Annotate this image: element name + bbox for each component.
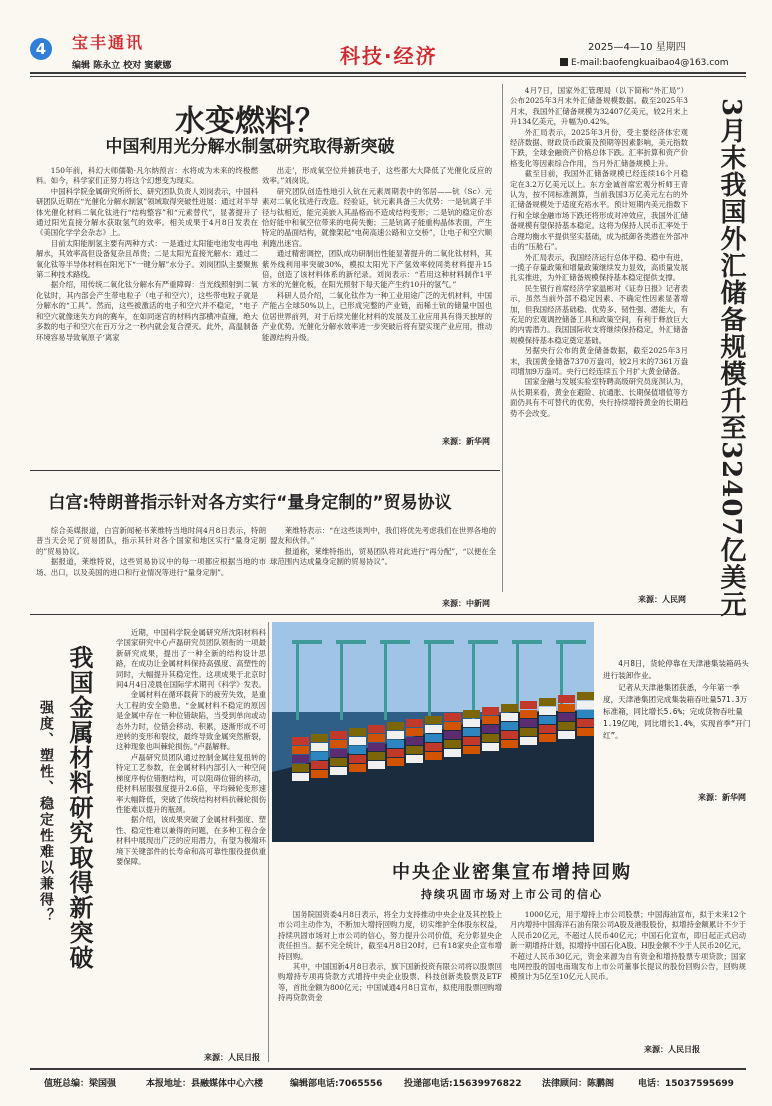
crane-leg	[428, 640, 431, 720]
container	[387, 731, 404, 739]
article-headline: 水变燃料？	[175, 104, 325, 139]
container	[292, 737, 309, 745]
column-divider	[268, 622, 269, 1062]
container	[387, 722, 404, 730]
container	[425, 734, 442, 742]
paragraph: 外汇局表示，我国经济运行总体平稳、稳中有进，一揽子存量政策和增量政策继续发力显效，高质量发展扎实推进，为外汇储备规模保持基本稳定提供支撑。	[510, 252, 688, 283]
container	[539, 707, 556, 715]
container	[368, 761, 385, 769]
article-body-column	[278, 910, 502, 1060]
container	[425, 752, 442, 760]
container	[539, 734, 556, 742]
caption-paragraph: 记者从天津港集团获悉，今年第一季度，天津港集团完成集装箱吞吐量571.3万标准箱，同比增长5.6%；完成货物吞吐量1.19亿吨，同比增长1.4%，实现首季“开门红”。	[603, 683, 751, 740]
article-source: 来源：人民日报	[644, 1045, 700, 1054]
container	[292, 746, 309, 754]
paragraph: 综合美媒报道，白宫新闻秘书莱维特当地时间4月8日表示，特朗普当天会见了贸易团队，指示其针对各个国家和地区实行“量身定制的”贸易协议。	[36, 526, 266, 556]
contact-email: E-mail:baofengkuaibao4@163.com	[560, 58, 728, 68]
container	[558, 704, 575, 712]
container	[539, 725, 556, 733]
article-source: 来源：新华网	[442, 437, 490, 446]
paragraph: 金属材料在循环载荷下的疲劳失效，是重大工程的安全隐患。“金属材料不稳定的原因是金属中存在一种位错缺陷，当受到单向或动态外力时，位错会移动、积累，逐渐形成不可逆转的变形和裂纹，最终导致金属突然断裂，这种现象也叫棘轮损伤。”卢磊解释。	[116, 690, 266, 752]
container	[444, 740, 461, 748]
container	[425, 716, 442, 724]
container	[558, 722, 575, 730]
paragraph: 通过精密调控，团队成功研制出性能显著提升的二氧化钛材料，其紫外线利用率突破30%，模拟太阳光下产氢效率较同类材料提升15倍，创造了该材料体系的新纪录。刘岗表示：“若用这种材料制作1平方米的光催化板，在阳光照射下每天能产生约10升的氢气。”	[262, 249, 492, 290]
container	[368, 743, 385, 751]
container	[520, 719, 537, 727]
page-number-badge: 4	[30, 38, 52, 60]
port-photo	[272, 622, 594, 842]
paragraph: 150年前，科幻大师儒勒·凡尔纳预言：水将成为未来的终极燃料。如今，科学家们正努力将这个幻想变为现实。	[36, 166, 258, 186]
article-source: 来源：中新网	[442, 599, 490, 608]
article-subheadline: 持续巩固市场对上市公司的信心	[421, 888, 603, 901]
container	[463, 710, 480, 718]
container	[387, 758, 404, 766]
container	[387, 749, 404, 757]
container	[425, 725, 442, 733]
paragraph: 国家金融与发展实验室特聘高级研究员庞溟认为，从长期来看，黄金在避险、抗通胀、长期保值增值等方面仍具有不可替代的优势，央行持续增持黄金的长期趋势不会改变。	[510, 377, 688, 418]
column-divider	[502, 84, 503, 592]
container	[406, 746, 423, 754]
container	[292, 773, 309, 781]
container	[482, 725, 499, 733]
article-body-column	[270, 526, 496, 596]
article-headline: 白宫:特朗普指示针对各方实行“量身定制的”贸易协议	[48, 493, 452, 513]
port-photo-graphic	[272, 622, 594, 842]
container	[406, 719, 423, 727]
container	[520, 710, 537, 718]
container	[444, 731, 461, 739]
container	[349, 746, 366, 754]
container	[463, 746, 480, 754]
footer-address: 本报地址：县融媒体中心六楼	[146, 1079, 264, 1089]
footer-rule	[30, 1068, 746, 1070]
crane-leg	[340, 640, 343, 720]
paragraph: 国务院国资委4月8日表示，将全力支持推动中央企业及其控股上市公司主动作为，不断加大增持回购力度，切实维护全体股东权益，持续巩固市场对上市公司的信心，努力提升公司价值，充分彰显央企责任担当。据不完全统计，截至4月8日20时，已有18家央企宣布增持回购。	[278, 910, 502, 961]
container	[330, 758, 347, 766]
section-title: 科技·经济	[340, 44, 438, 68]
container	[463, 728, 480, 736]
footer-edit-phone: 编辑部电话:7065556	[290, 1079, 383, 1089]
article-subheadline: 中国利用光分解水制氢研究取得新突破	[105, 137, 395, 157]
paragraph: 4月7日，国家外汇管理局（以下简称“外汇局”）公布2025年3月末外汇储备规模数据。截至2025年3月末，我国外汇储备规模为32407亿美元，较2月末上升134亿美元，升幅为0.42%。	[510, 86, 688, 127]
paragraph: 其中，中国国新4月8日表示，旗下国新投资有限公司将以股票回购增持专项再贷款方式增持中央企业股票、科技创新类股票及ETF等，首批金额为800亿元；中国诚通4月8日宣布，拟使用股票回购增持再贷款资金	[278, 962, 502, 1003]
container	[577, 701, 594, 709]
article-body-column	[36, 526, 266, 606]
container	[349, 755, 366, 763]
paragraph: 中国科学院金属研究所所长、研究团队负责人刘岗表示，中国科研团队近期在“光催化分解水制氢”领域取得突破性进展：通过对半导体光催化材料二氧化钛进行“结构整容”和“元素替代”，显著提升了通过阳光直接分解水获取氢气的效率。相关成果于4月8日发表在《美国化学学会杂志》上。	[36, 186, 258, 238]
container	[482, 707, 499, 715]
crane-leg	[296, 640, 299, 720]
paragraph: 卢磊研究员团队通过控制金属往复扭转的特定工艺参数，在金属材料内部引入一种空间梯度序构位错胞结构，可以阻碍位错的移动，使材料屈服强度提升2.6倍，平均棘轮变形速率大幅降低，突破了传统结构材料抗棘轮损伤性能难以提升的瓶颈。	[116, 752, 266, 814]
paragraph: 1000亿元，用于增持上市公司股票；中国海油宣布，拟于未来12个月内增持中国海洋石油有限公司A股及港股股份，拟增持金额累计不少于人民币20亿元，不超过人民币40亿元；中国石化宣布，即日起正式启动新一期增持计划，拟增持中国石化A股、H股金额不少于人民币20亿元，不超过人民币30亿元，资金来源为自有资金和增持股票专项贷款；国家电网控股的国电南瑞发布上市公司董事长提议的股份回购公告，回购规模预计为5亿至10亿元人民币。	[510, 910, 746, 982]
container	[349, 728, 366, 736]
container	[311, 770, 328, 778]
footer-legal: 法律顾问：陈鹏阁	[542, 1079, 615, 1089]
crane-leg	[472, 640, 475, 720]
container	[425, 743, 442, 751]
paragraph: 据介绍，用传统二氧化钛分解水有严重障碍：当光线照射到二氧化钛时，其内部会产生带电粒子（电子和空穴），这些带电粒子就是分解水的“工具”。然而，这些被激活的电子和空穴并不稳定，“电子和空穴就像迷失方向的赛车，在如同迷宫的材料内部横冲直撞，绝大多数的电子和空穴在百万分之一秒内就会复合湮灭。此外，高温制备环境容易导致氧原子‘离家	[36, 280, 258, 342]
paragraph: 报道称，莱维特指出，贸易团队将对此进行“再分配”，“以便在全球范围内达成量身定制的贸易协议”。	[270, 546, 496, 567]
container	[406, 755, 423, 763]
article-source: 来源：人民网	[638, 595, 686, 604]
paragraph: 研究团队创造性地引入钪在元素周期表中的邻居——钪（Sc）元素对二氧化钛进行改造。经验证，钪元素具备三大优势：一是钪离子半径与钛相近，能完美嵌入其晶格而不造成结构变形；二是钪的稳定价态恰好能中和氧空位带来的电荷失衡；三是钪离子能重构晶体表面，产生特定的晶面结构，就像架起“电荷高速公路和立交桥”，让电子和空穴顺利跑出迷宫。	[262, 186, 492, 248]
article-divider	[30, 614, 746, 615]
paragraph: 科研人员介绍，二氧化钛作为一种工业用途广泛的无机材料，中国产能占全球50%以上，已形成完整的产业链，而稀土钪的储量中国也位居世界前列，对于后续光催化材料的发展及工业应用具有得天独厚的产业优势。光催化分解水效率进一步突破后将有望实现产业应用，推动能源结构升级。	[262, 290, 492, 342]
paragraph: 截至目前，我国外汇储备规模已经连续16个月稳定在3.2万亿美元以上。东方金诚首席宏观分析师王青认为，按不同标准测算，当前我国3万亿美元左右的外汇储备规模处于适度充裕水平。预计短期内美元指数下行和全球金融市场下跌还将形成对冲效应，我国外汇储备规模有望保持基本稳定。这将为保持人民币汇率处于合理均衡水平提供坚实基础，成为抵御各类潜在外部冲击的“压舱石”。	[510, 169, 688, 252]
paragraph: 目前太阳能制氢主要有两种方式：一是通过太阳能电池发电再电解水，其效率高但设备复杂且昂贵；二是太阳光直接光解水：通过二氧化钛等半导体材料在阳光下“一键分解”水分子。刘岗团队主要聚焦第二种技术路线。	[36, 238, 258, 280]
container	[330, 749, 347, 757]
container	[292, 755, 309, 763]
container	[558, 713, 575, 721]
container	[558, 731, 575, 739]
article-divider	[30, 470, 500, 471]
container	[368, 752, 385, 760]
container	[501, 713, 518, 721]
paragraph: 外汇局表示，2025年3月份，受主要经济体宏观经济数据、财政货币政策及预期等因素影响，美元指数下跌，全球金融资产价格总体下跌。汇率折算和资产价格变化等因素综合作用，当月外汇储备规模上升。	[510, 127, 688, 168]
container	[501, 731, 518, 739]
issue-date: 2025—4—10 星期四	[588, 42, 686, 53]
article-headline: 中央企业密集宣布增持回购	[392, 862, 632, 883]
container	[406, 737, 423, 745]
container	[292, 764, 309, 772]
container	[501, 740, 518, 748]
container	[368, 734, 385, 742]
paragraph: 近期，中国科学院金属研究所沈阳材料科学国家研究中心卢磊研究员团队领衔的一项最新研究成果，提出了一种全新的结构设计思路，在成功让金属材料保持高强度、高塑性的同时，大幅提升其稳定性。这项成果于北京时间4月4日凌晨在国际学术期刊《科学》发表。	[116, 628, 266, 690]
caption-paragraph: 4月8日，货轮停靠在天津港集装箱码头进行装卸作业。	[603, 659, 749, 680]
paragraph: 据介绍，该成果突破了金属材料强度、塑性、稳定性难以兼得的问题，在多种工程合金材料中展现出广泛的应用潜力，有望为极端环境下关键部件的长寿命和高可靠性服役提供重要保障。	[116, 815, 266, 866]
container	[311, 752, 328, 760]
footer-submit-phone: 投递部电话:15639976822	[404, 1079, 522, 1089]
container	[482, 716, 499, 724]
footer-review: 值班总编：梁国强	[44, 1079, 117, 1089]
container	[539, 698, 556, 706]
container	[463, 737, 480, 745]
container	[349, 737, 366, 745]
paragraph: 出走’，形成氧空位并捕获电子，这些都大大降低了光催化反应的效率。”刘岗说。	[262, 166, 492, 186]
container	[311, 743, 328, 751]
container	[520, 737, 537, 745]
paragraph: 民生银行首席经济学家温彬对《证券日报》记者表示，虽然当前外部不稳定因素、不确定性因素显著增加，但我国经济基础稳、优势多、韧性强、潜能大，有充足的宏观调控储备工具和政策空间，有利于释放巨大的内需潜力。我国国际收支将继续保持稳定，外汇储备规模保持基本稳定奠定基础。	[510, 283, 688, 345]
paragraph: 据报道，莱维特说，这些贸易协议中的每一项都应根据当地的市场、出口，以及美国的进口和行业情况等进行“量身定制”。	[36, 557, 266, 577]
article-body-column	[510, 86, 688, 606]
container	[501, 722, 518, 730]
container	[463, 719, 480, 727]
article-headline-vertical: 3月末我国外汇储备规模升至32407亿美元	[716, 98, 746, 618]
container	[482, 743, 499, 751]
article-body-column	[36, 166, 258, 456]
photo-caption	[603, 658, 751, 742]
container	[330, 740, 347, 748]
container	[558, 695, 575, 703]
newspaper-brand: 宝丰通讯	[72, 33, 145, 52]
container	[444, 713, 461, 721]
container	[577, 719, 594, 727]
photo-source: 来源：新华网	[698, 793, 746, 802]
container	[330, 767, 347, 775]
paragraph: 莱维特表示：“在这些谈判中，我们将优先考虑我们在世界各地的盟友和伙伴。”	[270, 526, 496, 546]
container	[577, 728, 594, 736]
container	[539, 716, 556, 724]
article-body-column	[262, 166, 492, 434]
container	[444, 722, 461, 730]
article-body-column	[116, 628, 266, 1060]
container	[406, 728, 423, 736]
container	[520, 701, 537, 709]
editors-line: 编辑 陈永立 校对 窦蒙娜	[72, 61, 172, 71]
container	[330, 731, 347, 739]
header-rule	[30, 72, 746, 74]
header-rule-thin	[30, 76, 746, 77]
container	[577, 692, 594, 700]
footer-legal-phone: 电话：15037595699	[638, 1079, 734, 1089]
crane-leg	[384, 640, 387, 720]
article-source: 来源：人民日报	[204, 1053, 260, 1062]
paragraph: 另据央行公布的黄金储备数据，截至2025年3月末，我国黄金储备7370万盎司，较2月末的7361万盎司增加9万盎司。央行已经连续五个月扩大黄金储备。	[510, 346, 688, 376]
container	[311, 734, 328, 742]
article-subheadline-vertical: 强度、塑性、稳定性难以兼得？	[38, 700, 54, 924]
article-headline-vertical: 我国金属材料研究取得新突破	[65, 645, 94, 970]
container	[349, 764, 366, 772]
article-body-column	[510, 910, 746, 1030]
container	[577, 710, 594, 718]
container	[520, 728, 537, 736]
container	[311, 761, 328, 769]
container	[482, 734, 499, 742]
container	[501, 704, 518, 712]
container	[387, 740, 404, 748]
container	[368, 725, 385, 733]
container	[444, 749, 461, 757]
